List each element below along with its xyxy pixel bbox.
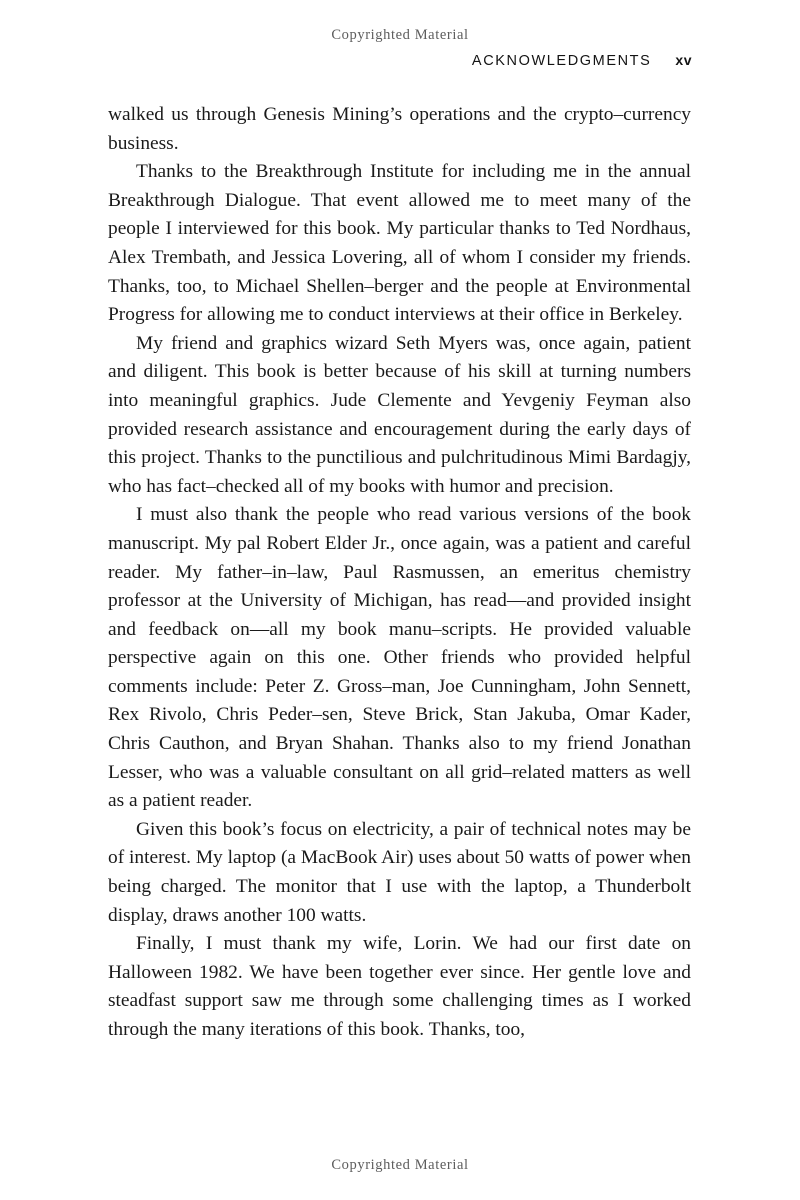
paragraph: Given this book’s focus on electricity, a pair of technical notes may be of interest. My laptop (a MacBook Air) uses about 50 watts of power when being charged. The monitor that I use with the laptop, a Thunderbolt display, draws another 100 watts. xyxy=(108,818,691,926)
paragraph: I must also thank the people who read various versions of the book manuscript. My pal Robert Elder Jr., once again, was a patient and careful reader. My father–in–law, Paul Rasmussen, an emeritus chemistry professor at the University of Michigan, has read—and provided insight and feedback on—all my book manu–scripts. He provided valuable perspective again on this one. Other friends who provided helpful comments include: Peter Z. Gross–man, Joe Cunningham, John Sennett, Rex Rivolo, Chris Peder–sen, Steve Brick, Stan Jakuba, Omar Kader, Chris Cauthon, and Bryan Shahan. Thanks also to my friend Jonathan Lesser, who was a valuable consultant on all grid–related matters as well as a patient reader. xyxy=(108,504,691,812)
paragraph: Thanks to the Breakthrough Institute for including me in the annual Breakthrough Dialogue. That event allowed me to meet many of the people I interviewed for this book. My particular thanks to Ted Nordhaus, Alex Trembath, and Jessica Lovering, all of whom I consider my friends. Thanks, too, to Michael Shellen–berger and the people at Environmental Progress for allowing me to conduct interviews at their office in Berkeley. xyxy=(108,161,691,326)
paragraph: Finally, I must thank my wife, Lorin. We had our first date on Halloween 1982. We have been together ever since. Her gentle love and steadfast support saw me through some challenging times as I worked through the many iterations of this book. Thanks, too, xyxy=(108,933,691,1040)
paragraph: My friend and graphics wizard Seth Myers was, once again, patient and diligent. This book is better because of his skill at turning numbers into meaningful graphics. Jude Clemente and Yevgeniy Feyman also provided research assistance and encouragement during the early days of this project. Thanks to the punctilious and pulchritudinous Mimi Bardagjy, who has fact–checked all of my books with humor and precision. xyxy=(108,332,691,497)
running-head-title: ACKNOWLEDGMENTS xyxy=(471,53,652,69)
paragraph: walked us through Genesis Mining’s operations and the crypto–currency business. xyxy=(108,104,691,154)
copyright-watermark-top: Copyrighted Material xyxy=(331,27,469,43)
page-number: xv xyxy=(675,52,692,68)
copyright-watermark-bottom: Copyrighted Material xyxy=(331,1157,469,1173)
running-header xyxy=(108,52,692,69)
body-text xyxy=(108,101,691,1045)
